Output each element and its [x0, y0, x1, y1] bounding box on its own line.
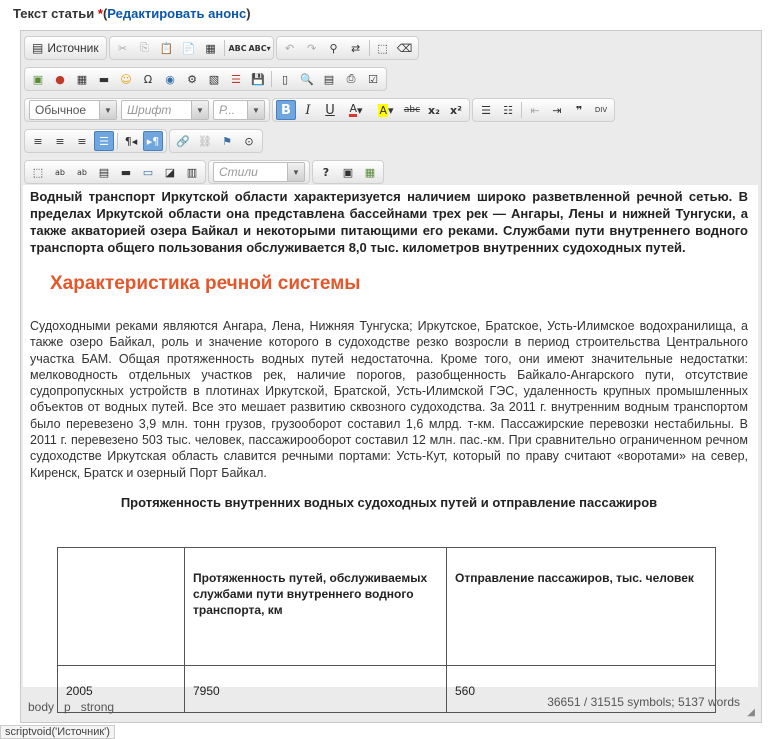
- new-page-icon[interactable]: ▯: [281, 72, 289, 86]
- format-combo-group: [24, 98, 270, 122]
- align-right-icon[interactable]: ≡: [77, 134, 87, 148]
- status-tooltip: scriptvoid('Источник'): [0, 725, 115, 739]
- separator: [271, 71, 272, 87]
- undo-icon[interactable]: ↶: [284, 41, 295, 55]
- format-select-value: Обычное: [35, 103, 87, 117]
- table-header-row: [58, 548, 716, 666]
- flash-icon[interactable]: ●: [55, 72, 65, 86]
- text-style-group: [272, 98, 470, 122]
- styles-group: [208, 160, 310, 184]
- text-color-icon[interactable]: A ▾: [349, 102, 363, 117]
- table-cell: 560: [447, 666, 716, 713]
- outdent-icon[interactable]: ⇤: [530, 103, 540, 117]
- required-mark: *: [97, 6, 103, 21]
- unlink-icon[interactable]: ⛓: [198, 134, 212, 148]
- separator: [224, 40, 225, 56]
- toolbar-row-2: [24, 67, 389, 93]
- table-header-cell: Отправление пассажиров, тыс. человек: [447, 548, 716, 666]
- select-all-icon[interactable]: ⬚: [377, 41, 388, 55]
- preview-icon[interactable]: 🔍: [300, 72, 314, 86]
- table-header-cell: [58, 548, 185, 666]
- toolbar-row-5: [24, 160, 386, 186]
- format-select[interactable]: [29, 100, 117, 120]
- toolbar-row-1: [24, 36, 421, 62]
- align-center-icon[interactable]: ≡: [55, 134, 65, 148]
- subscript-icon[interactable]: x₂: [428, 103, 440, 117]
- paste-text-icon[interactable]: 📄: [181, 41, 196, 55]
- path-item-strong[interactable]: strong: [80, 700, 115, 714]
- superscript-icon[interactable]: x²: [450, 103, 462, 117]
- clipboard-group: [109, 36, 274, 60]
- table-icon[interactable]: ▦: [76, 72, 88, 86]
- word-counter: 36651 / 31515 symbols; 5137 words: [547, 695, 740, 709]
- select-field-icon[interactable]: ▤: [98, 165, 110, 179]
- help-icon[interactable]: ?: [322, 165, 330, 179]
- form-group: [24, 160, 206, 184]
- table-header-cell: Протяженность путей, обслуживаемых службами пути внутреннего водного транспорта, км: [185, 548, 447, 666]
- data-table: [57, 547, 716, 713]
- indent-icon[interactable]: ⇥: [552, 103, 562, 117]
- remove-format-icon[interactable]: ⌫: [396, 41, 413, 55]
- show-blocks-icon[interactable]: ▥: [186, 165, 198, 179]
- edit-announce-link[interactable]: Редактировать анонс: [107, 6, 247, 21]
- copy-icon[interactable]: ⎘: [140, 41, 149, 54]
- cut-icon[interactable]: ✂: [117, 41, 128, 55]
- document-icon[interactable]: ▤: [323, 72, 335, 86]
- iframe-icon[interactable]: ◉: [165, 72, 175, 86]
- separator: [369, 40, 370, 56]
- find-icon[interactable]: ⚲: [329, 41, 338, 55]
- anchor-flag-icon[interactable]: ⚑: [222, 134, 232, 148]
- bg-color-icon[interactable]: A ▾: [379, 103, 394, 117]
- image-manager-icon[interactable]: ▣: [342, 165, 354, 179]
- separator: [117, 133, 118, 149]
- underline-button[interactable]: U: [325, 102, 335, 118]
- form-icon[interactable]: ⬚: [32, 165, 44, 179]
- chevron-down-icon: ▼: [99, 101, 116, 119]
- lead-paragraph: Водный транспорт Иркутской области характеризуется наличием широко разветвленной речной сетью. В пределах Иркутской области она представлена бассейнами трех рек — Ангары, Лены и нижней Тунгуски, а также акваторией озера Байкал и некоторыми питающими его реками. Службами пути внутреннего водного транспорта общего пользования обслуживается 8,0 тыс. километров внутренних судоходных путей.: [30, 189, 748, 255]
- toolbar-row-3: [24, 98, 617, 124]
- paren-close: ): [246, 6, 251, 21]
- image-button-icon[interactable]: ▭: [142, 165, 154, 179]
- link-icon[interactable]: 🔗: [176, 134, 190, 148]
- history-group: [276, 36, 419, 60]
- rich-text-editor: [20, 30, 762, 723]
- styles-select[interactable]: [213, 162, 305, 182]
- chevron-down-icon: ▼: [287, 163, 304, 181]
- rtl-icon[interactable]: ¶◂: [124, 134, 138, 148]
- editor-content[interactable]: [23, 185, 758, 698]
- list-group: [472, 98, 615, 122]
- numbered-list-icon[interactable]: ☰: [481, 103, 491, 117]
- path-item-body[interactable]: body: [28, 700, 55, 714]
- body-paragraph: Судоходными реками являются Ангара, Лена, Нижняя Тунгуска; Иркутское, Братское, Усть-Илимское водохранилища, а также озеро Байкал, роль и значение которого в судоходстве резко возросли в период строительства Центрального участка БАМ. Общая протяженность водных путей недостаточна. Кроме того, они имеют значительные недостатки: мелководность отдельных участков рек, наличие порогов, разобщенность Байкало-Ангарского пути, отсутствие судопропускных устройств в плотинах Иркутской, Братской, Усть-Илимской ГЭС, удаленность крупных промышленных объектов от водных путей. Все это мешает развитию сквозного судоходства. За 2011 г. внутренним водным транспортом было перевезено 3,9 млн. тонн грузов, грузооборот составил 1,6 млрд. т-км. Пассажирские перевозки нестабильны. В 2011 г. перевезено 503 тыс. человек, пассажирооборот составил 12 млн. пас.-км. При сравнительно ограниченном речном судоходстве Иркутская область славится речными портами: Усть-Кут, который по праву считают «воротами» на север, Киренск, Братск и озерный Порт Байкал.: [30, 319, 748, 480]
- toolbar-row-4: [24, 129, 265, 155]
- blockquote-icon[interactable]: ❞: [575, 103, 583, 117]
- source-label: Источник: [47, 41, 99, 55]
- template-icon[interactable]: ▧: [208, 72, 220, 86]
- replace-icon[interactable]: ⇄: [350, 41, 361, 55]
- element-path: [28, 700, 114, 714]
- source-group: [24, 36, 107, 60]
- spellcheck-dropdown-icon[interactable]: ABC▾: [248, 43, 271, 53]
- field-label-text: Текст статьи: [13, 6, 95, 21]
- print-icon[interactable]: ⎙: [346, 72, 356, 85]
- textarea-icon[interactable]: ab: [77, 167, 87, 177]
- hidden-field-icon[interactable]: ◪: [164, 165, 176, 179]
- field-label: [13, 6, 251, 21]
- horizontal-line-icon[interactable]: ▬: [98, 72, 110, 86]
- special-char-icon[interactable]: Ω: [143, 72, 153, 86]
- separator: [521, 102, 522, 118]
- save-icon[interactable]: 💾: [251, 72, 265, 86]
- source-icon: ▤: [32, 41, 44, 55]
- chevron-down-icon: ▼: [191, 101, 208, 119]
- insert-group: [24, 67, 387, 91]
- editor-statusbar: [23, 690, 758, 720]
- paren-open: (: [102, 6, 108, 21]
- table-cell: 2005: [58, 666, 185, 713]
- bullet-list-icon[interactable]: ☷: [503, 103, 513, 117]
- redo-icon[interactable]: ↷: [306, 41, 317, 55]
- path-item-p[interactable]: p: [64, 700, 71, 714]
- align-left-icon[interactable]: ≡: [33, 134, 43, 148]
- styles-select-placeholder: Стили: [219, 165, 258, 179]
- file-manager-icon[interactable]: ▦: [364, 165, 376, 179]
- italic-button[interactable]: I: [305, 102, 311, 118]
- spellcheck-icon[interactable]: ABC: [228, 43, 247, 53]
- bold-button[interactable]: B: [276, 100, 296, 120]
- size-select[interactable]: [213, 100, 265, 120]
- smiley-icon[interactable]: ☺: [120, 72, 132, 86]
- paste-word-icon[interactable]: ▦: [205, 41, 216, 55]
- misc-group: [312, 160, 384, 184]
- chevron-down-icon: ▼: [247, 101, 264, 119]
- resize-grip-icon[interactable]: ◢: [747, 707, 755, 718]
- paste-icon[interactable]: 📋: [159, 41, 174, 55]
- ltr-icon[interactable]: ▸¶: [143, 131, 163, 151]
- size-select-placeholder: Р...: [219, 103, 236, 117]
- strikethrough-icon[interactable]: abc: [403, 105, 421, 115]
- button-field-icon[interactable]: ▬: [120, 165, 132, 179]
- font-select-placeholder: Шрифт: [127, 103, 172, 117]
- table-caption: Протяженность внутренних водных судоходных путей и отправление пассажиров: [120, 494, 658, 510]
- radio-icon[interactable]: ⊙: [244, 134, 254, 148]
- gear-icon[interactable]: ⚙: [187, 72, 197, 86]
- checkbox-icon[interactable]: ☑: [368, 72, 378, 86]
- text-field-icon[interactable]: ab: [55, 167, 65, 177]
- section-heading: Характеристика речной системы: [50, 273, 361, 294]
- font-select[interactable]: [121, 100, 209, 120]
- source-button[interactable]: [28, 38, 103, 58]
- table-cell: 7950: [185, 666, 447, 713]
- image-icon[interactable]: ▣: [32, 72, 44, 86]
- align-justify-icon[interactable]: ☰: [94, 131, 114, 151]
- page-break-icon[interactable]: ☰: [231, 72, 241, 86]
- align-group: [24, 129, 167, 153]
- div-container-icon[interactable]: DIV: [594, 106, 608, 114]
- link-group: [169, 129, 263, 153]
